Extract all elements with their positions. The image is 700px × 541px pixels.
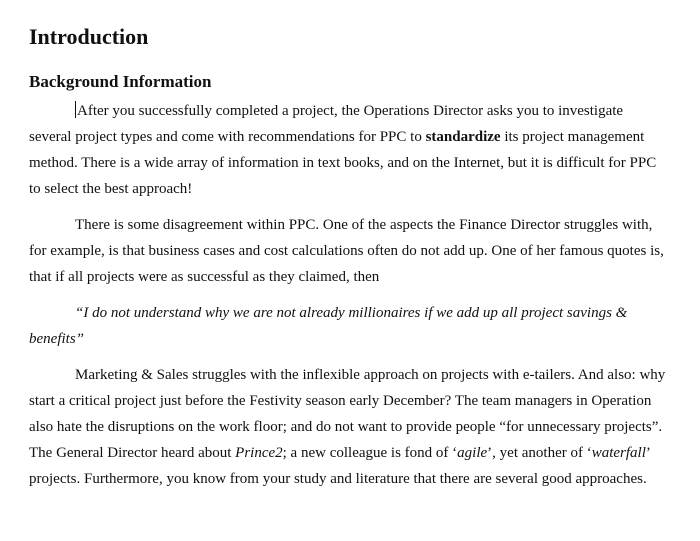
section-heading: Background Information [29, 72, 212, 91]
paragraph-1-bold: standardize [425, 129, 501, 145]
paragraph-1[interactable] [29, 98, 669, 202]
paragraph-3 [29, 362, 669, 492]
paragraph-3-text-a: Marketing & Sales struggles with the inflexible approach on projects with e-tailers. And also: why start a critical project just before the Festivity season early December? The team managers in Operation also hate the disruptions on the work floor; and do not want to provide people “for unnecessary projects”. The General Director heard about [29, 367, 666, 461]
paragraph-1-text-a: After you successfully completed a project, the Operations Director asks you to investigate several project types and come with recommendations for PPC to [29, 103, 624, 145]
paragraph-3-italic-waterfall: waterfall [591, 445, 646, 461]
paragraph-3-text-c: ’, yet another of ‘ [487, 445, 592, 461]
paragraph-2: There is some disagreement within PPC. One of the aspects the Finance Director struggles with, for example, is that business cases and cost calculations often do not add up. One of her famous quotes is, that if all projects were as successful as they claimed, then [29, 217, 664, 285]
paragraph-3-italic-prince2: Prince2 [235, 445, 283, 461]
quote-paragraph: “I do not understand why we are not already millionaires if we add up all project savings & benefits” [29, 305, 628, 347]
text-cursor [75, 101, 76, 118]
paragraph-3-italic-agile: agile [457, 445, 488, 461]
paragraph-1-text-b: its project management method. There is a wide array of information in text books, and on the Internet, but it is difficult for PPC to select the best approach! [29, 129, 657, 197]
paragraph-3-text-b: ; a new colleague is fond of ‘ [282, 445, 458, 461]
document-title: Introduction [29, 24, 149, 49]
paragraph-3-text-d: ’ projects. Furthermore, you know from your study and literature that there are several good approaches. [29, 445, 650, 487]
document-body [29, 98, 669, 502]
